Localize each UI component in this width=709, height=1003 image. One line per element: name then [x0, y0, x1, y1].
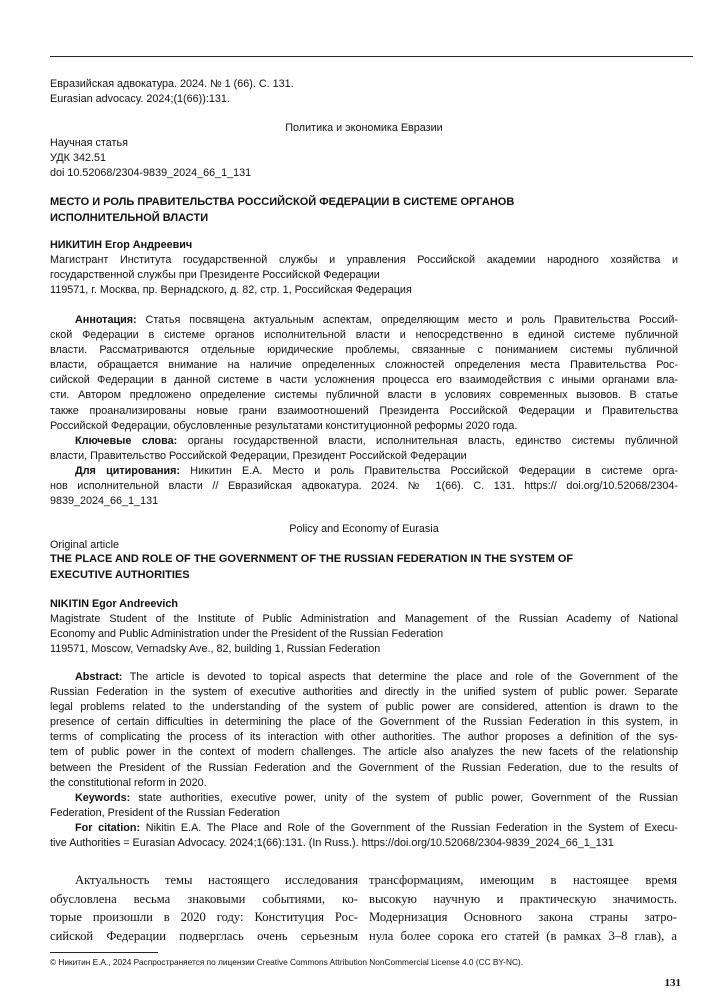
ru-title-line: МЕСТО И РОЛЬ ПРАВИТЕЛЬСТВА РОССИЙСКОЙ ФЕДЕРАЦИИ В СИСТЕМЕ ОРГАНОВ [50, 196, 515, 208]
ru-author-name: НИКИТИН Егор Андреевич [50, 239, 193, 251]
en-author-name: NIKITIN Egor Andreevich [50, 598, 178, 610]
en-cite-line: tive Authorities = Eurasian Advocacy. 2024;1(66):131. (In Russ.). https://doi.org/10.52068/2304-9839_2024_66_1_131 [50, 837, 614, 850]
en-cite-label: For citation: [75, 821, 141, 834]
en-article-type: Original article [50, 539, 120, 551]
ru-affiliation-line: 119571, г. Москва, пр. Вернадского, д. 82, стр. 1, Российская Федерация [50, 284, 412, 297]
ru-citation [50, 464, 678, 509]
ru-keywords-line: органы государственной власти, исполнительная власть, единство системы публичной [187, 434, 679, 447]
en-cite-line: Nikitin E.A. The Place and Role of the Government of the Russian Federation in the System of Execu- [145, 821, 679, 834]
en-keywords-line: state authorities, executive power, unity of the system of public power, Government of the Russian [138, 791, 679, 804]
ru-abstract-line: также проанализированы новые грани взаимоотношений Президента Российской Федерации и Правительства [50, 404, 678, 417]
citation-ru: Евразийская адвокатура. 2024. № 1 (66). С. 131. [50, 78, 294, 90]
body-line: торые произошли в 2020 году: Конституция Рос- [50, 910, 358, 925]
citation-en: Eurasian advocacy. 2024;(1(66)):131. [50, 93, 230, 106]
en-abstract [50, 670, 678, 851]
body-column-left [50, 871, 358, 945]
ru-title [50, 195, 678, 226]
body-line: Модернизация Основного закона страны затро- [369, 910, 677, 925]
en-section-label: Policy and Economy of Eurasia [289, 523, 439, 535]
ru-abstract-line: власти, обращается внимание на наличие определенных сложностей определения места Правительства Рос- [50, 359, 678, 372]
ru-abstract-line: власти. Рассматриваются отдельные юридические проблемы, связанные с пониманием системы публичной [50, 344, 678, 357]
en-affiliation-line: Magistrate Student of the Institute of Public Administration and Management of the Russian Academy of National [50, 613, 678, 626]
en-keywords [50, 791, 678, 821]
ru-abstract-line: Российской Федерации, обусловленные результатами конституционной реформы 2020 года. [50, 419, 518, 432]
en-title-line: THE PLACE AND ROLE OF THE GOVERNMENT OF THE RUSSIAN FEDERATION IN THE SYSTEM OF [50, 553, 574, 565]
body-line: обусловлена весьма знаковыми событиями, ко- [50, 891, 358, 906]
ru-abstract-line: Статья посвящена актуальным аспектам, определяющим место и роль Правительства Россий- [145, 314, 678, 326]
ru-abstract-label: Аннотация: [75, 314, 137, 326]
en-author-block [50, 597, 678, 657]
ru-udk: УДК 342.51 [50, 152, 106, 165]
ru-author-block [50, 238, 678, 298]
en-abstract-line: tem of public power in the context of modern challenges. The article also analyzes the new facets of the relationship [50, 746, 678, 759]
body-column-right [369, 871, 677, 945]
ru-abstract-line: ской Федерации в системе органов исполнительной власти и непосредственно в единой системе публичной [50, 329, 678, 342]
body-line: нула более сорока его статей (в рамках 3–8 глав), а [369, 928, 677, 943]
ru-cite-line: Никитин Е.А. Место и роль Правительства Российской Федерации в системе орга- [190, 464, 678, 477]
en-affiliation [50, 612, 678, 657]
ru-cite-label: Для цитирования: [75, 464, 181, 477]
en-abstract-label: Abstract: [75, 671, 123, 683]
body-line: сийской Федерации подверглась очень серьезным [50, 928, 358, 943]
ru-abstract [50, 313, 678, 509]
page-number: 131 [664, 977, 681, 989]
header-rule [50, 56, 693, 57]
en-title-line: EXECUTIVE AUTHORITIES [50, 568, 190, 581]
ru-affiliation-line: Магистрант Института государственной службы и управления Российской академии народного хозяйства и [50, 254, 678, 267]
en-keywords-label: Keywords: [75, 791, 131, 804]
ru-abstract-line: сийской Федерации в данной системе в части усложнения процесса его взаимодействия с иными органами вла- [50, 374, 678, 387]
en-keywords-line: Federation, President of the Russian Federation [50, 806, 280, 819]
ru-title-line: ИСПОЛНИТЕЛЬНОЙ ВЛАСТИ [50, 211, 209, 224]
ru-keywords [50, 434, 678, 464]
en-citation [50, 821, 678, 851]
ru-section-label: Политика и экономика Евразии [285, 122, 443, 134]
body-line: высокую научную и практическую значимость. [369, 891, 677, 906]
ru-article-type: Научная статья [50, 137, 128, 149]
ru-affiliation [50, 253, 678, 298]
en-abstract-line: Russian Federation in the system of executive authorities and directly in the unified system of public power. Separate [50, 686, 678, 699]
en-affiliation-line: Economy and Public Administration under the President of the Russian Federation [50, 628, 444, 641]
ru-cite-line: нов исполнительной власти // Евразийская адвокатура. 2024. № 1(66). С. 131. https:// doi.org/10.52068/2304- [50, 480, 678, 493]
en-abstract-line: terms of complicating the process of its interaction with other authorities. The author proposes a definition of the sys- [50, 731, 678, 744]
ru-abstract-line: сти. Автором предложено определение системы публичной власти в условиях современных вызовов. В статье [50, 389, 678, 402]
en-abstract-line: legal problems related to the understanding of the system of public power are considered, attention is drawn to the [50, 701, 678, 714]
en-abstract-line: the constitutional reform in 2020. [50, 776, 207, 789]
journal-citation [50, 77, 678, 107]
en-abstract-line: between the President of the Russian Federation and the Government of the Russian Federation, due to the results of [50, 761, 678, 774]
ru-keywords-label: Ключевые слова: [75, 434, 178, 447]
body-line: Актуальность темы настоящего исследования [75, 873, 358, 887]
body-line: трансформациям, имеющим в настоящее время [369, 873, 677, 887]
ru-keywords-line: власти, Правительство Российской Федерации, Президент Российской Федерации [50, 449, 467, 462]
en-abstract-line: The article is devoted to topical aspects that determine the place and role of the Government of the [129, 671, 678, 683]
ru-doi: doi 10.52068/2304-9839_2024_66_1_131 [50, 167, 252, 180]
footnote-rule [50, 952, 158, 953]
ru-affiliation-line: государственной службы при Президенте Российской Федерации [50, 269, 380, 282]
en-title [50, 552, 678, 583]
license-footnote: © Никитин Е.А., 2024 Распространяется по лицензии Creative Commons Attribution NonCommercial License 4.0 (CC BY-NC). [50, 957, 523, 967]
ru-cite-line: 9839_2024_66_1_131 [50, 495, 159, 508]
ru-meta [50, 136, 678, 181]
en-abstract-line: presence of certain difficulties in determining the place of the Government of the Russian Federation in this system, in [50, 716, 678, 729]
en-affiliation-line: 119571, Moscow, Vernadsky Ave., 82, building 1, Russian Federation [50, 643, 381, 656]
